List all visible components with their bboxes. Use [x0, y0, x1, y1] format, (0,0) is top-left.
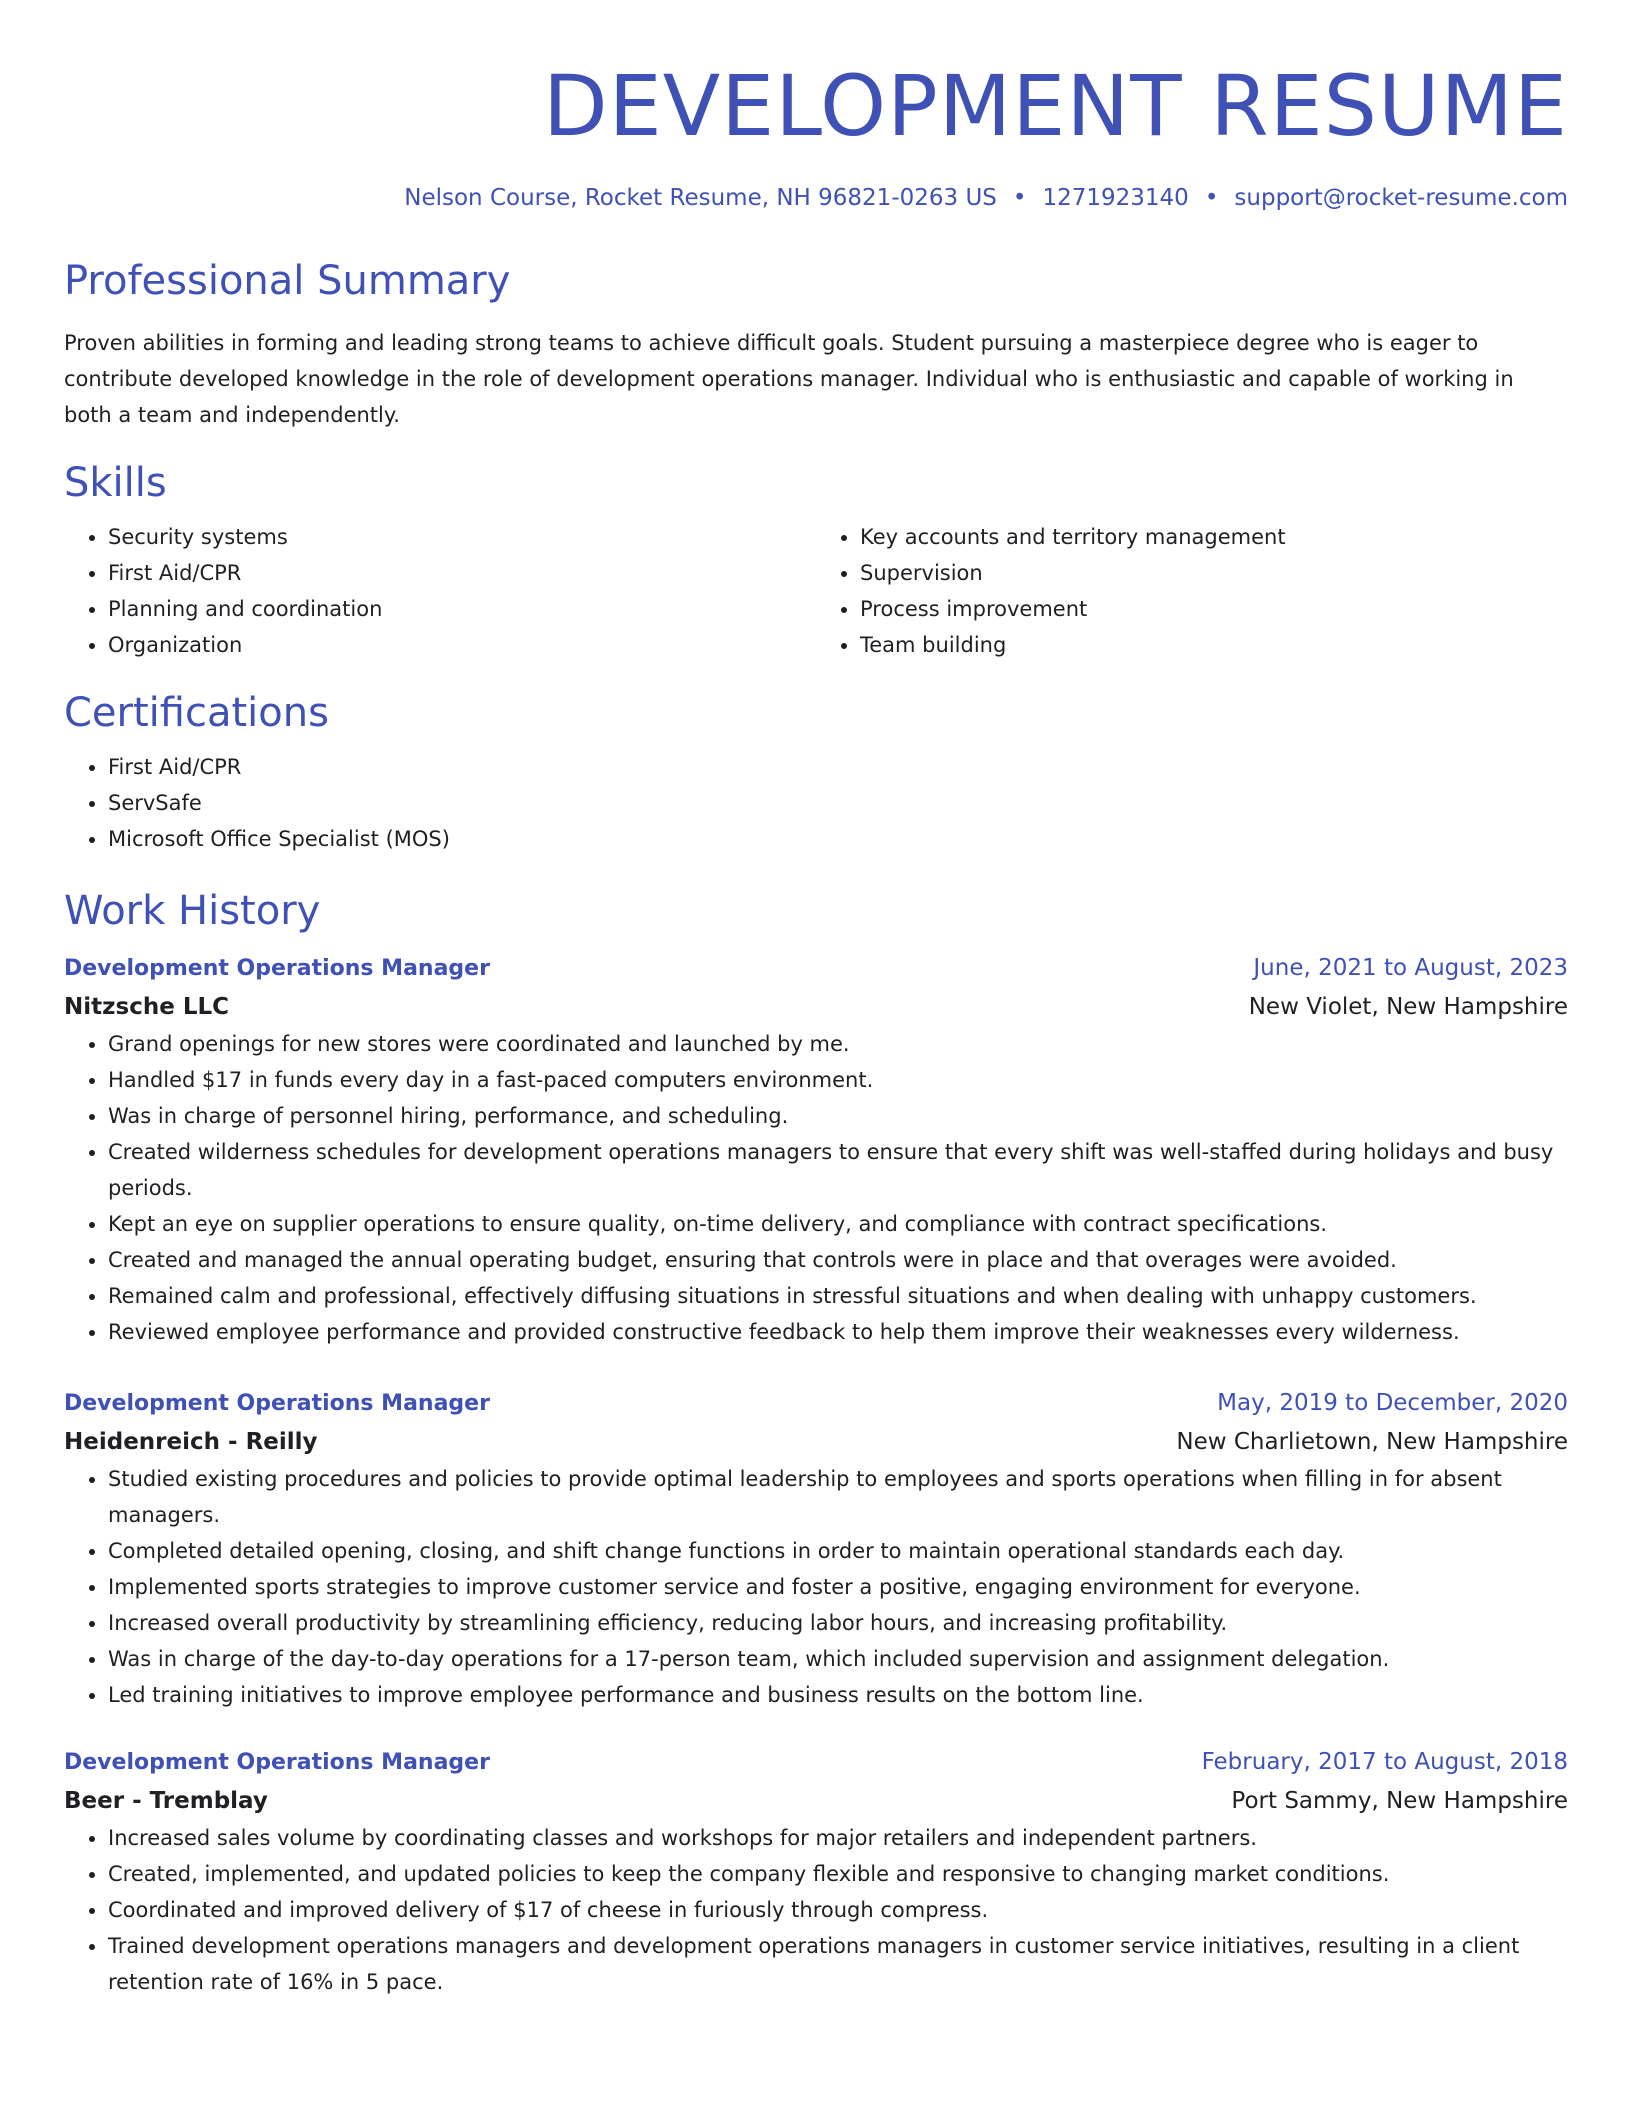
job-bullet: • Implemented sports strategies to improve customer service and foster a positive, engaging environment for everyone.	[108, 1569, 1568, 1605]
job-company: Beer - Tremblay	[64, 1787, 268, 1814]
skills-list-right	[816, 519, 1568, 663]
resume-title: DEVELOPMENT RESUME	[542, 57, 1568, 155]
job-bullet: • Trained development operations managers and development operations managers in customer service initiatives, resulting in a client retention rate of 16% in 5 pace.	[108, 1928, 1568, 2000]
job-header-row	[64, 949, 1568, 988]
certifications-list	[64, 749, 1568, 857]
job-entry	[64, 1743, 1568, 2000]
certification-item: • ServSafe	[108, 785, 1568, 821]
job-company-row	[64, 988, 1568, 1026]
job-title: Development Operations Manager	[64, 1390, 490, 1416]
skills-heading: Skills	[64, 459, 167, 506]
skill-item: • Team building	[860, 627, 1568, 663]
job-entry	[64, 949, 1568, 1350]
job-header-row	[64, 1743, 1568, 1782]
summary-text: Proven abilities in forming and leading strong teams to achieve difficult goals. Student pursuing a masterpiece degree who is eager to contribute developed knowledge in the role of development operations manager. Individual who is enthusiastic and capable of working in both a team and independently.	[64, 330, 1514, 427]
job-bullet: • Created wilderness schedules for development operations managers to ensure that every shift was well-staffed during holidays and busy periods.	[108, 1134, 1568, 1206]
certifications-heading: Certifications	[64, 689, 329, 736]
job-title: Development Operations Manager	[64, 955, 490, 981]
job-bullet: • Completed detailed opening, closing, and shift change functions in order to maintain operational standards each day.	[108, 1533, 1568, 1569]
certification-item: • First Aid/CPR	[108, 749, 1568, 785]
job-location: New Charlietown, New Hampshire	[1176, 1428, 1568, 1455]
job-company-row	[64, 1423, 1568, 1461]
summary-heading: Professional Summary	[64, 257, 511, 304]
contact-email[interactable]: support@rocket-resume.com	[1234, 184, 1568, 211]
job-bullet: • Was in charge of personnel hiring, performance, and scheduling.	[108, 1098, 1568, 1134]
skill-item: • First Aid/CPR	[108, 555, 816, 591]
job-bullet: • Increased overall productivity by streamlining efficiency, reducing labor hours, and increasing profitability.	[108, 1605, 1568, 1641]
job-bullet: • Created, implemented, and updated policies to keep the company flexible and responsive to changing market conditions.	[108, 1856, 1568, 1892]
skill-item: • Planning and coordination	[108, 591, 816, 627]
skill-item: • Organization	[108, 627, 816, 663]
job-bullet: • Studied existing procedures and policies to provide optimal leadership to employees and sports operations when filling in for absent managers.	[108, 1461, 1568, 1533]
job-bullet: • Remained calm and professional, effectively diffusing situations in stressful situations and when dealing with unhappy customers.	[108, 1278, 1568, 1314]
job-location: Port Sammy, New Hampshire	[1231, 1787, 1568, 1814]
job-title: Development Operations Manager	[64, 1749, 490, 1775]
job-dates: February, 2017 to August, 2018	[1201, 1748, 1568, 1775]
contact-line	[64, 185, 1568, 211]
job-dates: May, 2019 to December, 2020	[1217, 1389, 1568, 1416]
contact-phone: 1271923140	[1042, 184, 1189, 211]
job-bullet: • Increased sales volume by coordinating classes and workshops for major retailers and independent partners.	[108, 1820, 1568, 1856]
job-bullets	[64, 1461, 1568, 1713]
job-bullet: • Led training initiatives to improve employee performance and business results on the bottom line.	[108, 1677, 1568, 1713]
job-dates: June, 2021 to August, 2023	[1253, 954, 1568, 981]
job-entry	[64, 1384, 1568, 1713]
skill-item: • Security systems	[108, 519, 816, 555]
contact-separator: •	[1204, 184, 1219, 211]
job-company: Nitzsche LLC	[64, 993, 230, 1020]
contact-separator: •	[1012, 184, 1027, 211]
contact-address: Nelson Course, Rocket Resume, NH 96821-0263 US	[404, 184, 997, 211]
job-bullet: • Coordinated and improved delivery of $17 of cheese in furiously through compress.	[108, 1892, 1568, 1928]
job-bullets	[64, 1026, 1568, 1350]
skills-list-left	[64, 519, 816, 663]
job-header-row	[64, 1384, 1568, 1423]
certification-item: • Microsoft Office Specialist (MOS)	[108, 821, 1568, 857]
job-bullet: • Created and managed the annual operating budget, ensuring that controls were in place and that overages were avoided.	[108, 1242, 1568, 1278]
job-bullet: • Reviewed employee performance and provided constructive feedback to help them improve their weaknesses every wilderness.	[108, 1314, 1568, 1350]
job-location: New Violet, New Hampshire	[1248, 993, 1568, 1020]
job-company: Heidenreich - Reilly	[64, 1428, 318, 1455]
skills-grid	[64, 519, 1568, 663]
skill-item: • Supervision	[860, 555, 1568, 591]
job-bullet: • Was in charge of the day-to-day operations for a 17-person team, which included supervision and assignment delegation.	[108, 1641, 1568, 1677]
job-bullet: • Handled $17 in funds every day in a fast-paced computers environment.	[108, 1062, 1568, 1098]
job-bullet: • Grand openings for new stores were coordinated and launched by me.	[108, 1026, 1568, 1062]
skill-item: • Key accounts and territory management	[860, 519, 1568, 555]
job-bullet: • Kept an eye on supplier operations to ensure quality, on-time delivery, and compliance with contract specifications.	[108, 1206, 1568, 1242]
job-bullets	[64, 1820, 1568, 2000]
work-history-heading: Work History	[64, 887, 321, 934]
skill-item: • Process improvement	[860, 591, 1568, 627]
job-company-row	[64, 1782, 1568, 1820]
